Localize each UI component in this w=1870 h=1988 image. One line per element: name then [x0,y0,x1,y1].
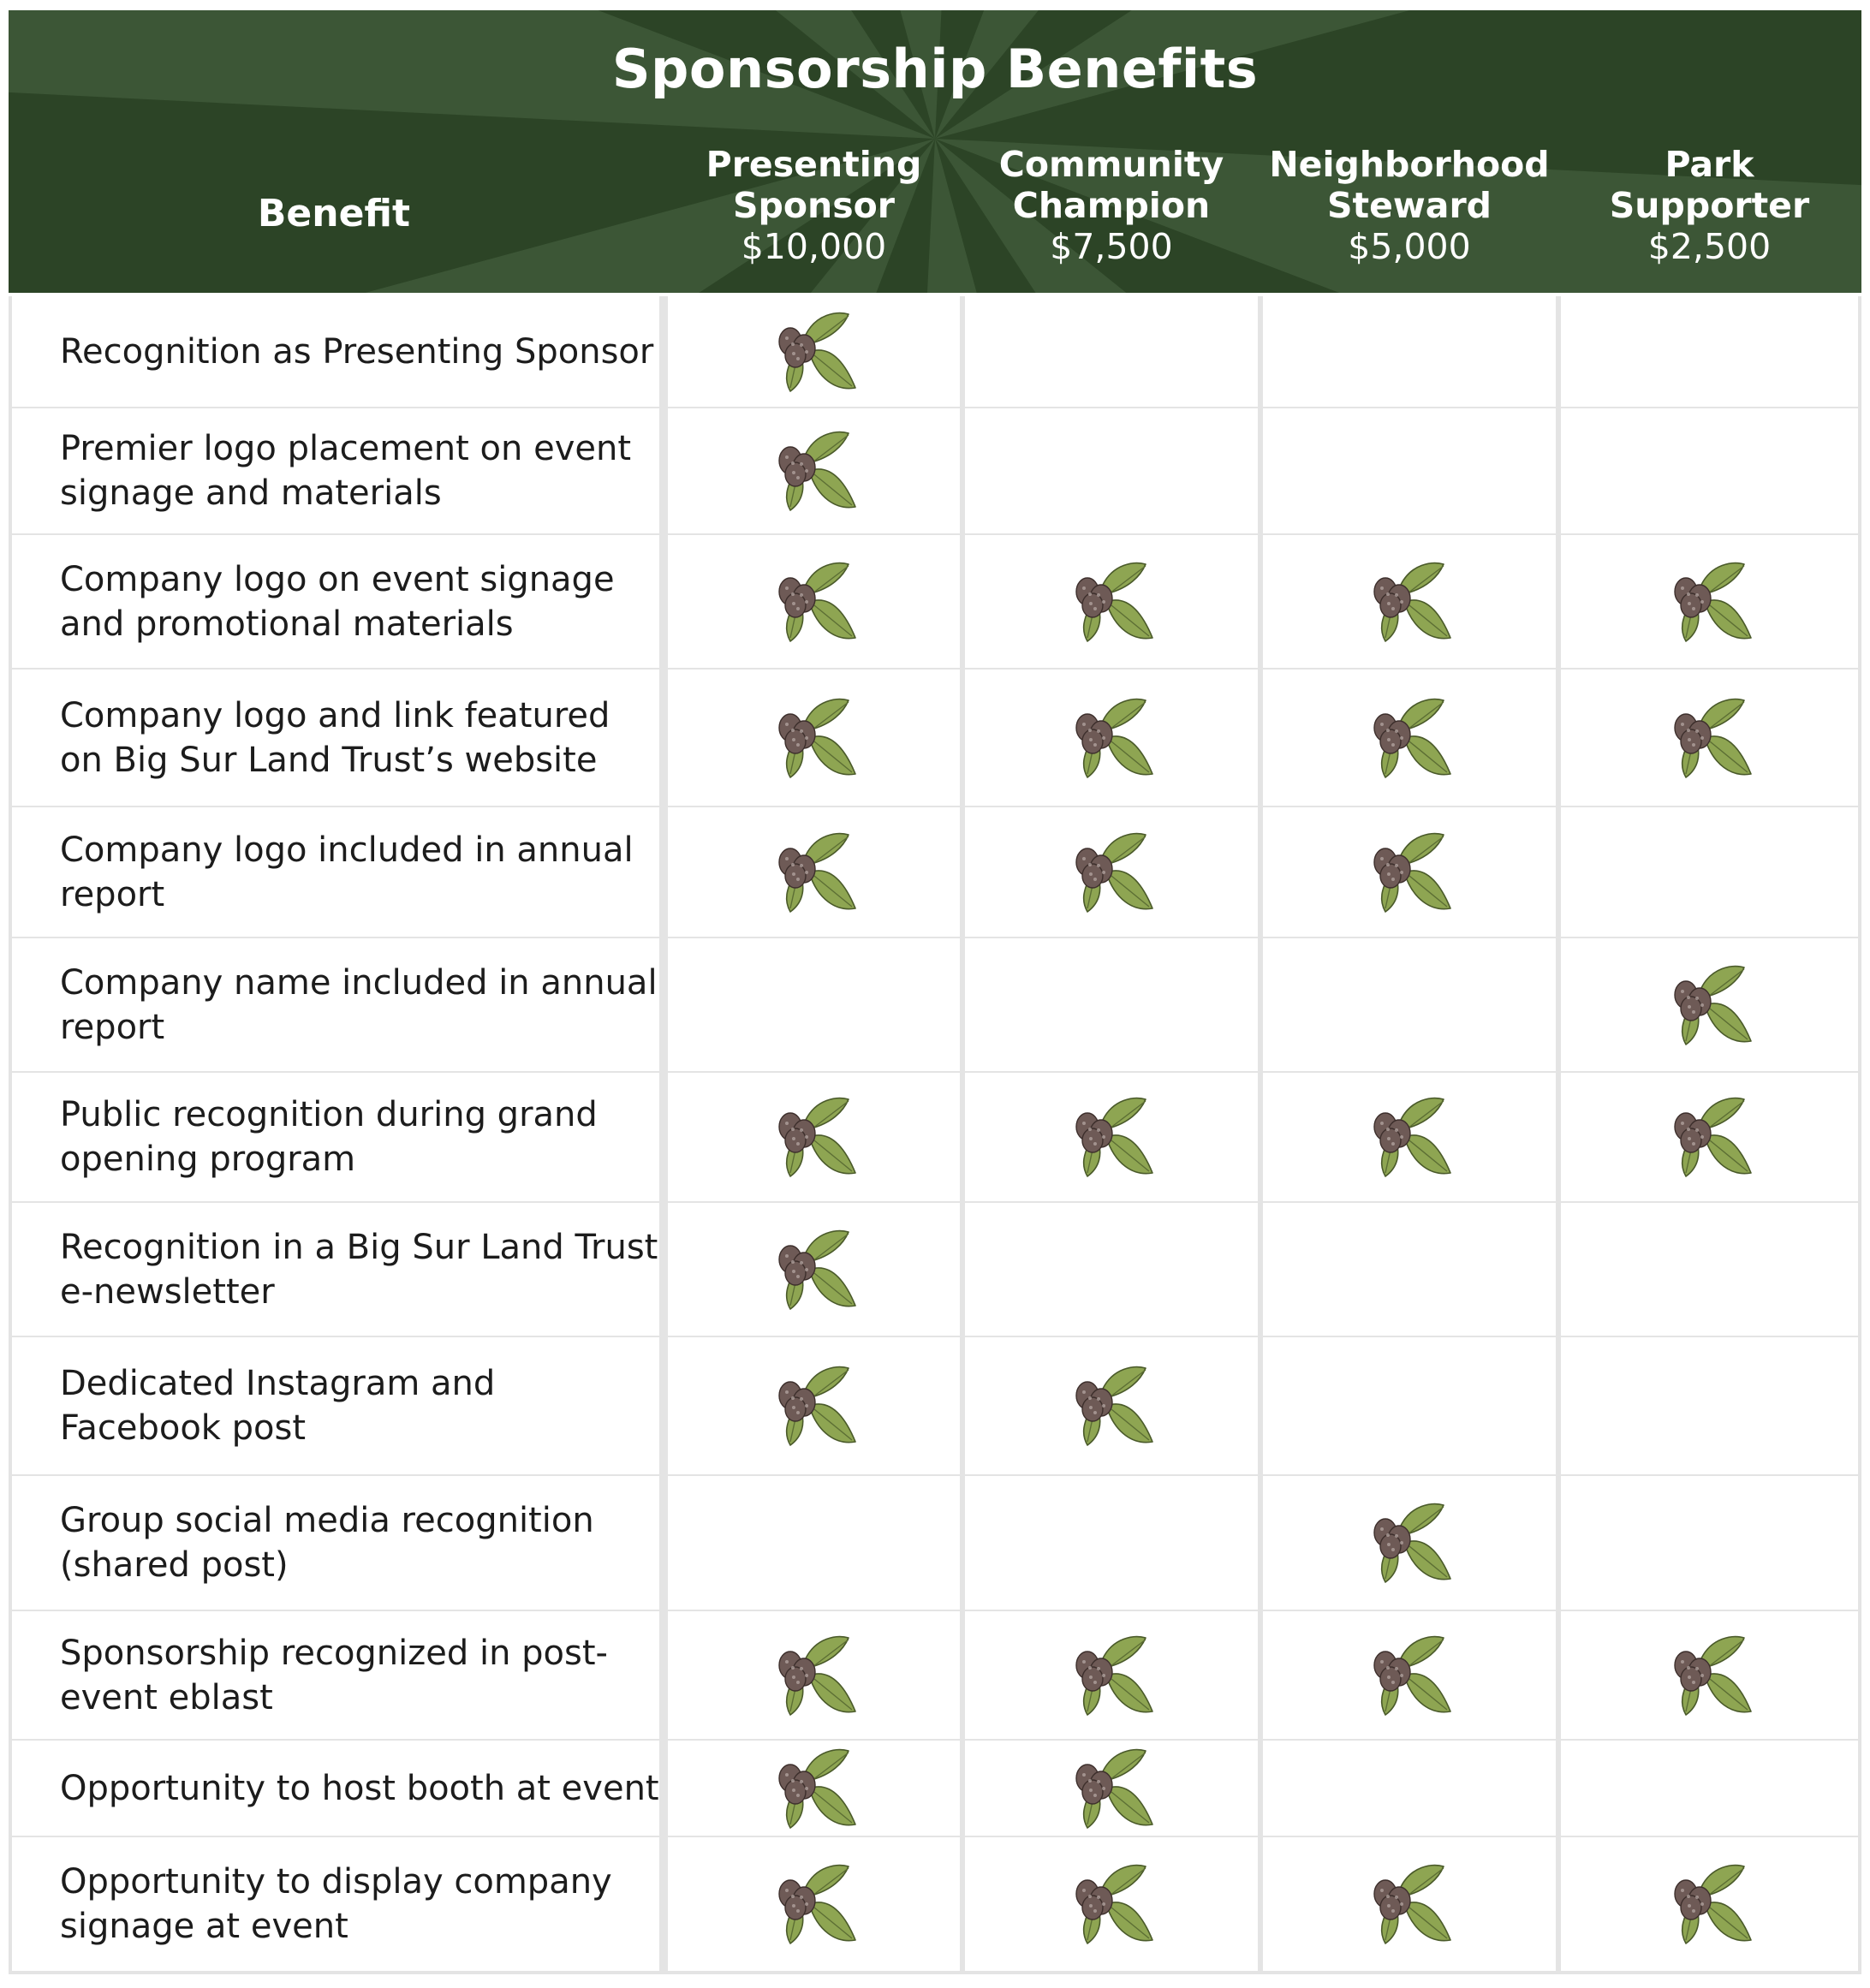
tier-mark-cell [1263,1476,1556,1610]
benefits-grid [9,296,1861,1974]
tier-mark-cell [1561,535,1858,668]
tier-mark-cell [668,1611,960,1739]
benefit-text [60,1361,495,1450]
benefit-cell [12,535,659,668]
tier-mark-cell [1561,670,1858,806]
oak-leaf-acorn-icon [771,1227,857,1312]
tier-mark-cell [1561,807,1858,937]
tier-mark-cell [965,807,1258,937]
benefit-cell [12,938,659,1071]
oak-leaf-acorn-icon [1667,1861,1753,1947]
tier-price: $2,500 [1647,226,1772,267]
oak-leaf-acorn-icon [1667,1094,1753,1180]
benefit-text [60,961,658,1050]
oak-leaf-acorn-icon [771,428,857,514]
tier-name-line1: Presenting [706,144,922,185]
benefit-text-line1: Opportunity to display company [60,1862,612,1902]
benefit-cell [12,296,659,407]
oak-leaf-acorn-icon [1667,962,1753,1048]
benefit-text [60,693,610,783]
benefit-text-line1: Recognition as Presenting Sponsor [60,331,654,372]
tier-header [1263,144,1556,267]
oak-leaf-acorn-icon [1367,1861,1452,1947]
page-title: Sponsorship Benefits [611,38,1259,100]
benefit-text-line1: Opportunity to host booth at event [60,1768,659,1808]
tier-mark-cell [1561,1476,1858,1610]
oak-leaf-acorn-icon [1069,1861,1154,1947]
table-row [9,535,1861,668]
tier-header [965,144,1258,267]
oak-leaf-acorn-icon [1069,1746,1154,1831]
benefit-text-line2: (shared post) [60,1545,289,1585]
oak-leaf-acorn-icon [1667,695,1753,781]
tier-mark-cell [1263,1837,1556,1971]
oak-leaf-acorn-icon [1367,1094,1452,1180]
tier-mark-cell [1263,938,1556,1071]
oak-leaf-acorn-icon [1367,1633,1452,1718]
tier-mark-cell [668,1337,960,1474]
table-row [9,408,1861,533]
benefit-cell [12,1203,659,1336]
tier-mark-cell [1263,408,1556,533]
table-row [9,1611,1861,1739]
table-row [9,1073,1861,1201]
table-row [9,670,1861,806]
benefit-cell [12,670,659,806]
benefit-text-line2: report [60,1007,165,1047]
benefit-cell [12,1337,659,1474]
oak-leaf-acorn-icon [1069,559,1154,645]
oak-leaf-acorn-icon [771,1861,857,1947]
benefit-text-line1: Dedicated Instagram and [60,1364,496,1403]
tier-mark-cell [668,670,960,806]
benefit-text [60,1766,659,1811]
benefit-text [60,828,634,917]
table-row [9,296,1861,407]
oak-leaf-acorn-icon [1667,1633,1753,1718]
benefit-text-line1: Company logo on event signage [60,559,615,599]
tier-price: $5,000 [1348,226,1471,267]
table-row [9,938,1861,1071]
tier-mark-cell [668,296,960,407]
benefit-text-line1: Group social media recognition [60,1501,594,1540]
tier-mark-cell [1263,1741,1556,1836]
tier-name-line2: Sponsor [732,185,896,226]
tier-mark-cell [668,1741,960,1836]
tier-mark-cell [965,1203,1258,1336]
tier-mark-cell [1561,1203,1858,1336]
oak-leaf-acorn-icon [1367,830,1452,915]
tier-header [668,144,960,267]
tier-name-line1: Neighborhood [1269,144,1550,185]
sponsorship-benefits-table [9,10,1861,1979]
tier-mark-cell [965,1837,1258,1971]
tier-mark-cell [965,670,1258,806]
benefit-text [60,1631,608,1720]
benefit-cell [12,1741,659,1836]
table-row [9,1337,1861,1474]
tier-mark-cell [1561,938,1858,1071]
tier-mark-cell [965,535,1258,668]
tier-name-line1: Community [998,144,1224,185]
tier-mark-cell [1561,408,1858,533]
oak-leaf-acorn-icon [771,830,857,915]
tier-mark-cell [1263,670,1556,806]
oak-leaf-acorn-icon [1367,559,1452,645]
tier-mark-cell [668,535,960,668]
tier-name-line2: Steward [1326,185,1492,226]
tier-mark-cell [668,1203,960,1336]
oak-leaf-acorn-icon [1367,695,1452,781]
tier-mark-cell [668,1837,960,1971]
tier-mark-cell [1561,1611,1858,1739]
oak-leaf-acorn-icon [771,1094,857,1180]
benefit-text-line2: report [60,874,165,914]
tier-mark-cell [965,1741,1258,1836]
tier-mark-cell [668,408,960,533]
table-row [9,807,1861,937]
tier-mark-cell [1263,1203,1556,1336]
oak-leaf-acorn-icon [771,1746,857,1831]
oak-leaf-acorn-icon [771,695,857,781]
tier-mark-cell [965,296,1258,407]
tier-price: $7,500 [1050,226,1173,267]
benefit-cell [12,1073,659,1201]
benefit-text-line2: e-newsletter [60,1271,275,1312]
tier-mark-cell [668,938,960,1071]
benefit-text [60,1860,612,1949]
benefit-text [60,1092,598,1181]
tier-mark-cell [1263,535,1556,668]
benefit-cell [12,807,659,937]
tier-mark-cell [1263,296,1556,407]
benefit-text-line1: Sponsorship recognized in post- [60,1633,608,1673]
benefit-text-line1: Recognition in a Big Sur Land Trust [60,1227,658,1267]
oak-leaf-acorn-icon [771,559,857,645]
tier-mark-cell [1561,1073,1858,1201]
tier-mark-cell [1561,1741,1858,1836]
benefit-column-header: Benefit [257,192,411,235]
benefit-text-line2: signage at event [60,1907,348,1946]
benefit-text-line1: Company logo and link featured [60,695,610,735]
benefit-cell [12,1476,659,1610]
tier-mark-cell [965,1611,1258,1739]
tier-mark-cell [965,938,1258,1071]
tier-mark-cell [965,408,1258,533]
oak-leaf-acorn-icon [1069,1363,1154,1449]
benefit-text-line1: Premier logo placement on event [60,429,632,468]
benefit-text [60,557,615,646]
oak-leaf-acorn-icon [771,1363,857,1449]
benefit-text [60,330,653,374]
benefit-text-line2: Facebook post [60,1408,307,1448]
benefit-text-line1: Company logo included in annual [60,830,634,870]
tier-mark-cell [1263,1337,1556,1474]
benefit-cell [12,408,659,533]
tier-name-line2: Supporter [1609,185,1810,226]
table-row [9,1741,1861,1836]
tier-mark-cell [1263,807,1556,937]
table-row [9,1476,1861,1610]
benefit-text-line2: and promotional materials [60,604,514,644]
oak-leaf-acorn-icon [1667,559,1753,645]
tier-mark-cell [668,1073,960,1201]
oak-leaf-acorn-icon [1069,1094,1154,1180]
oak-leaf-acorn-icon [1069,695,1154,781]
oak-leaf-acorn-icon [771,1633,857,1718]
oak-leaf-acorn-icon [771,309,857,395]
benefit-text [60,426,631,515]
tier-mark-cell [668,807,960,937]
benefit-cell [12,1837,659,1971]
oak-leaf-acorn-icon [1367,1500,1452,1586]
tier-mark-cell [1561,296,1858,407]
benefit-text [60,1498,594,1587]
tier-mark-cell [1263,1611,1556,1739]
tier-mark-cell [965,1476,1258,1610]
tier-mark-cell [965,1073,1258,1201]
oak-leaf-acorn-icon [1069,830,1154,915]
table-row [9,1837,1861,1971]
benefit-cell [12,1611,659,1739]
tier-mark-cell [1561,1837,1858,1971]
tier-mark-cell [965,1337,1258,1474]
benefit-text-line2: signage and materials [60,473,442,513]
benefit-text [60,1225,658,1314]
benefit-text-line2: on Big Sur Land Trust’s website [60,740,598,780]
benefit-text-line2: opening program [60,1140,356,1179]
tier-name-line2: Champion [1012,185,1211,226]
tier-mark-cell [1263,1073,1556,1201]
tier-price: $10,000 [741,226,887,267]
tier-header [1561,144,1858,267]
benefit-text-line1: Public recognition during grand [60,1095,598,1134]
benefit-text-line1: Company name included in annual [60,962,658,1003]
tier-name-line1: Park [1665,144,1754,185]
tier-mark-cell [1561,1337,1858,1474]
table-row [9,1203,1861,1336]
benefit-text-line2: event eblast [60,1677,273,1717]
table-header [9,10,1861,293]
tier-mark-cell [668,1476,960,1610]
oak-leaf-acorn-icon [1069,1633,1154,1718]
